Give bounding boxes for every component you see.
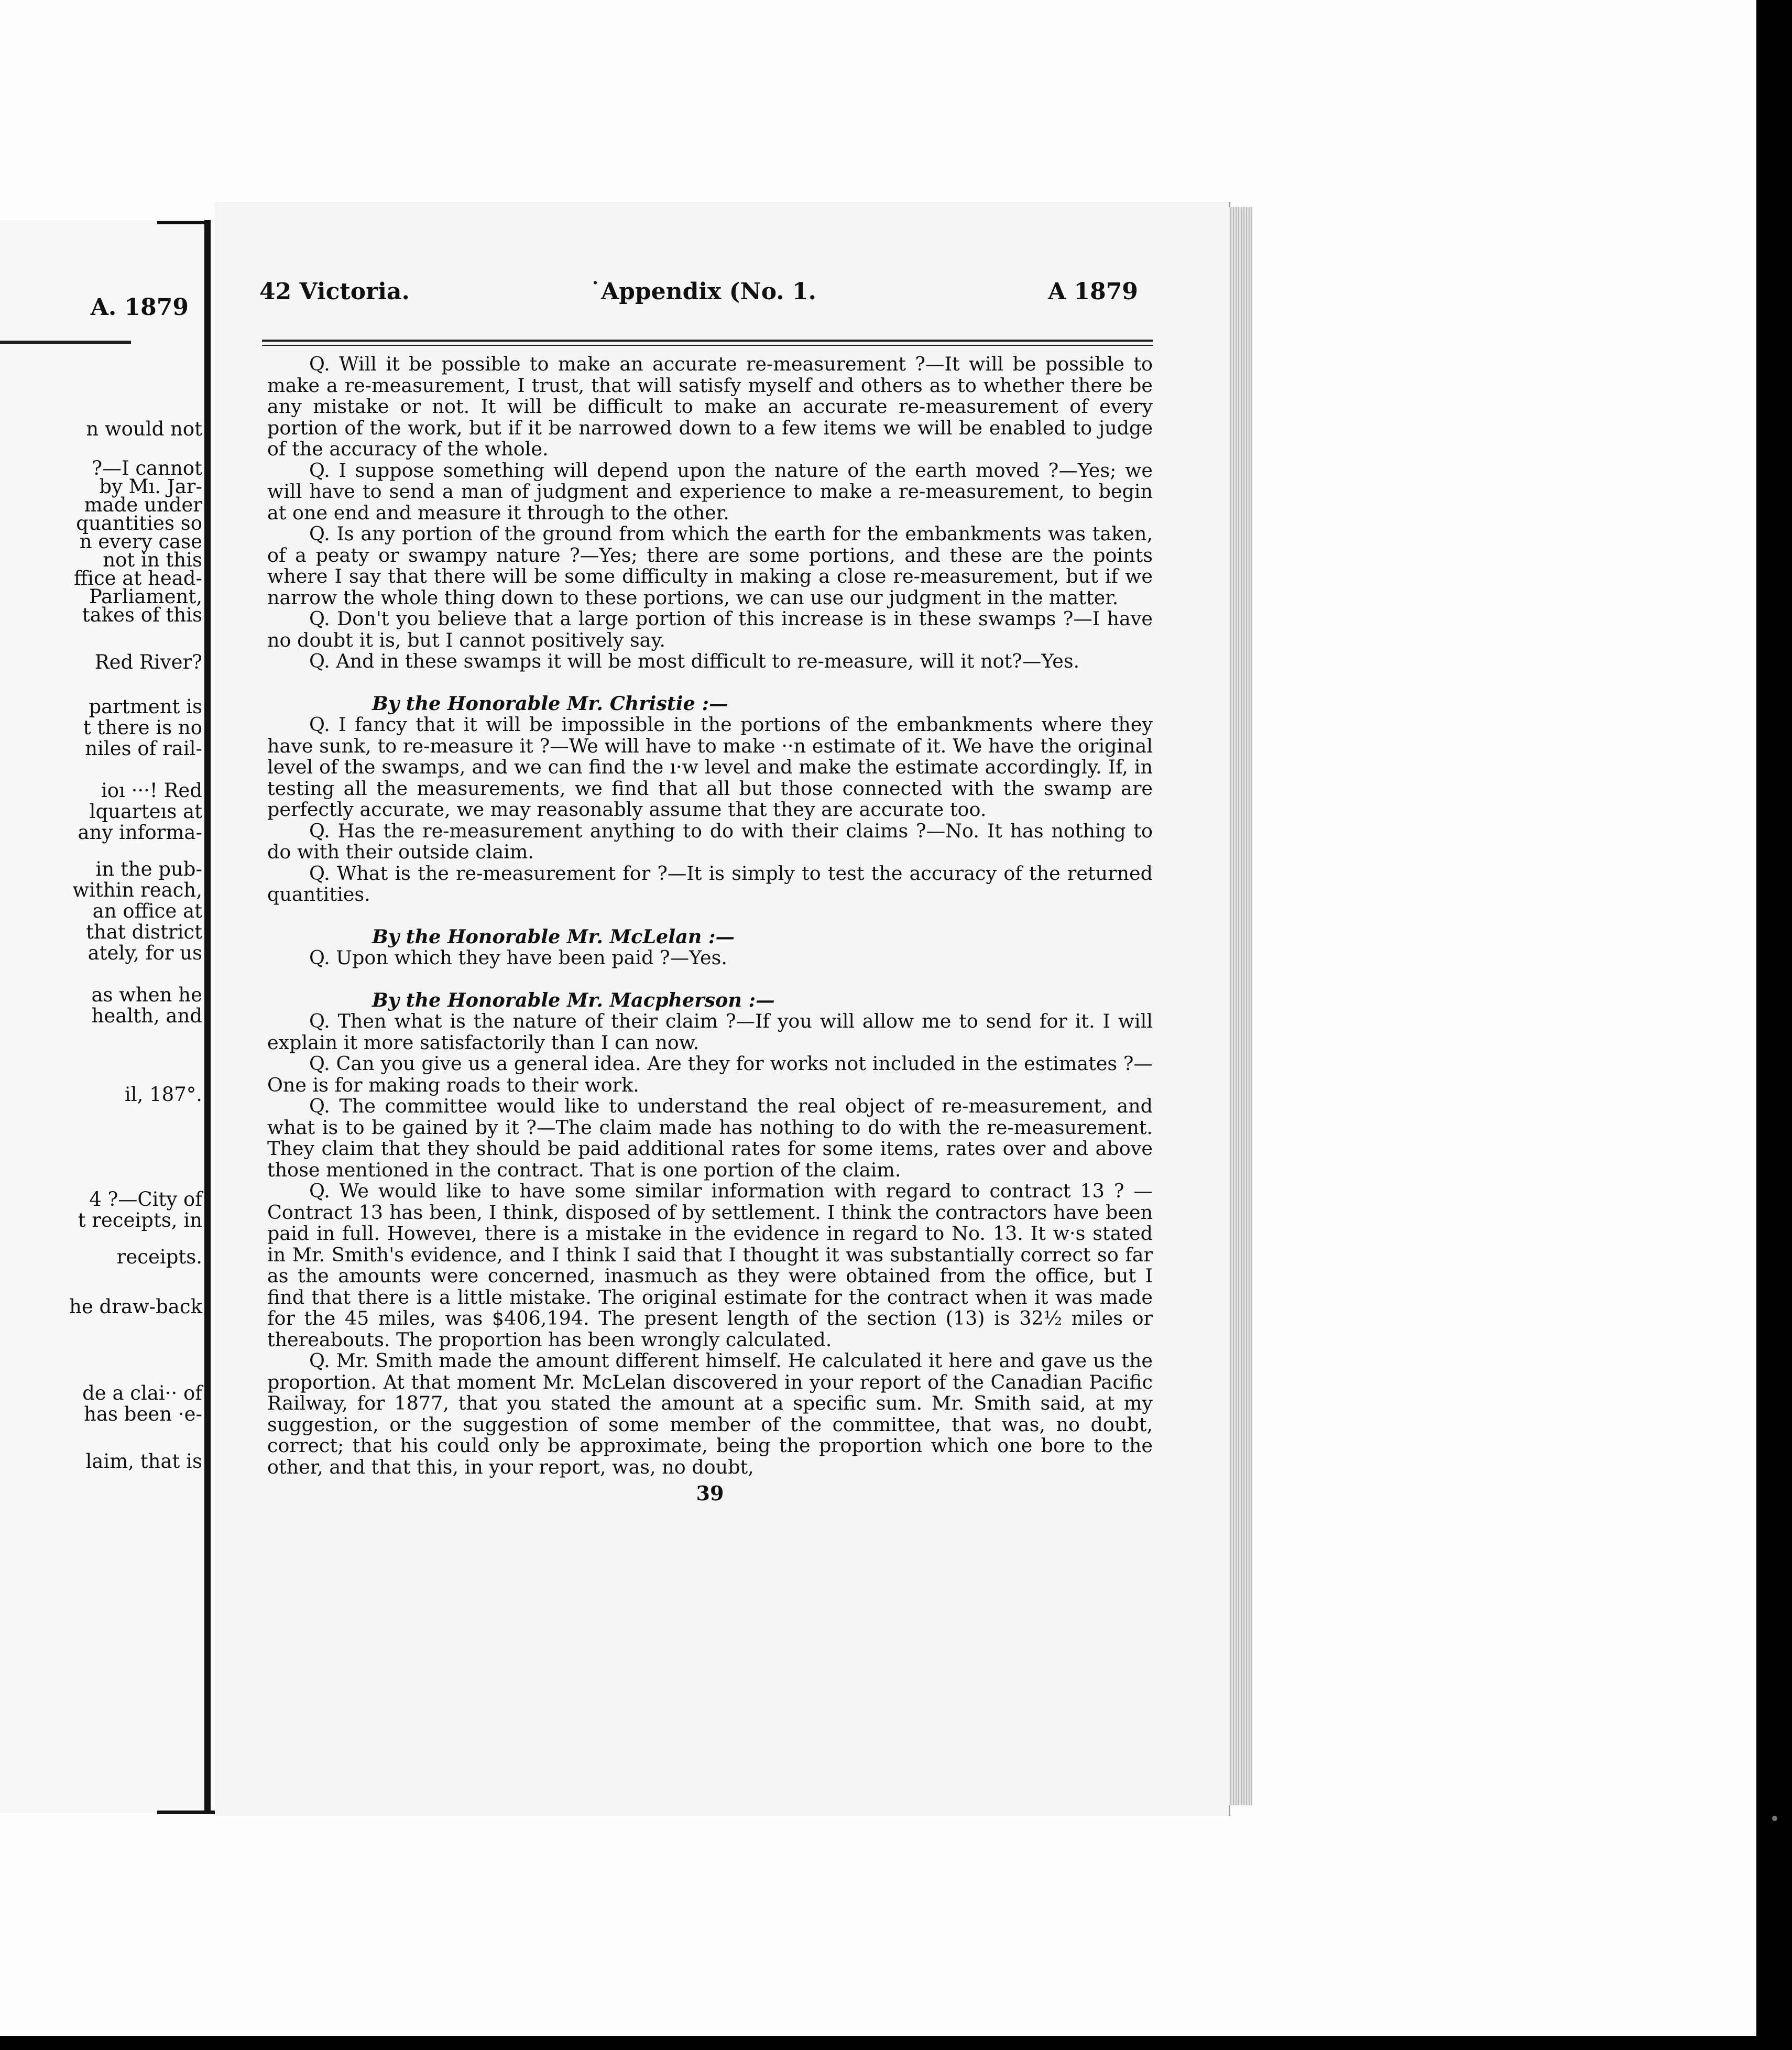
left-page-line: ?—I cannot [92,457,202,479]
gutter-top-edge [157,221,210,224]
left-page-line: takes of this [82,604,202,626]
left-page-rule [0,341,131,344]
paragraph: Q. Then what is the nature of their claim ?—If you will allow me to send for it. I will explain it more satisfactorily than I can now. [267,1010,1153,1054]
paragraph: Q. And in these swamps it will be most difficult to re-measure, will it not?—Yes. [309,650,1080,672]
book-gutter [204,220,211,1813]
paragraph: Q. Upon which they have been paid ?—Yes. [309,946,727,969]
left-page-line: by Mı. Jar- [99,475,202,498]
paragraph: Q. I suppose something will depend upon the nature of the earth moved ?—Yes; we will have to send a man of judgment and experience to make a re-measurement, to begin at one end and measure it through to the other. [267,459,1153,524]
paragraph: Q. Has the re-measurement anything to do with their claims ?—No. It has nothing to do with their outside claim. [267,819,1153,863]
left-page-line: as when he [91,984,202,1006]
left-page-line: within reach, [72,879,202,901]
paragraph: Q. We would like to have some similar information with regard to contract 13 ? —Contract 13 has been, I think, disposed of by settlement. I think the contractors have been paid in full. Howeveı, there is a mistake in the evidence in regard to No. 13. It w·s stated in Mr. Smith's evidence, and I think I said that I thought it was substantially correct so far as the amounts were concerned, inasmuch as they were obtained from the office, but I find that there is a little mistake. The original estimate for the contract when it was made for the 45 miles, was $406,194. The present length of the section (13) is 32½ miles or thereabouts. The proportion has been wrongly calculated. [267,1180,1153,1351]
paragraph: Q. Is any portion of the ground from which the earth for the embankments was taken, of a peaty or swampy nature ?—Yes; there are some portions, and these are the points where I say that there will be some difficulty in making a close re-measurement, but if we narrow the whole thing down to these portions, we can use our judgment in the matter. [267,522,1153,609]
left-page-line: t there is no [83,716,202,739]
left-page-line: n every case [79,530,202,553]
paragraph: Q. Mr. Smith made the amount different himself. He calculated it here and gave us the proportion. At that moment Mr. McLelan discovered in your report of the Canadian Pacific Railway, for 1877, that you stated the amount at a specific sum. Mr. Smith said, at my suggestion, or the suggestion of some member of the committee, that was, no doubt, correct; that his could only be approximate, being the proportion which one bore to the other, and that this, in your report, was, no doubt, [267,1349,1153,1478]
left-page-line: 4 ?—City of [89,1188,202,1211]
left-page-line: t receipts, in [78,1209,202,1231]
left-page-header: A. 1879 [90,294,189,321]
left-page-line: made under [84,494,202,516]
section-heading-macpherson: By the Honorable Mr. Macpherson :— [372,988,775,1011]
left-page-line: he draw-back [69,1295,202,1318]
header-appendix: ˙Appendix (No. 1. [589,278,816,305]
gutter-bottom-edge [157,1811,220,1814]
header-rule-thick [262,340,1153,342]
left-page-line: Red River? [94,651,202,673]
left-page-line: laim, that is [85,1450,202,1473]
page-number: 39 [696,1481,724,1505]
header-year: A 1879 [1048,278,1138,305]
left-page-line: that district [86,921,202,943]
left-page-line: ately, for us [88,942,202,964]
left-page-fragment [0,220,210,1813]
left-page-line: Parliament, [89,585,202,608]
page-body [267,354,1153,1504]
section-heading-mclelan: By the Honorable Mr. McLelan :— [372,925,735,948]
left-page-line: n would not [86,418,202,440]
left-page-line: not in this [103,549,202,571]
paragraph: Q. Don't you believe that a large portion of this increase is in these swamps ?—I have no doubt it is, but I cannot positively say. [267,607,1153,651]
left-page-line: niles of rail- [85,737,202,760]
paragraph: Q. Can you give us a general idea. Are they for works not included in the estimates ?—One is for making roads to their work. [267,1052,1153,1096]
left-page-line: il, 187°. [124,1083,202,1106]
header-volume: 42 Victoria. [259,278,410,305]
left-page-line: quantities so [76,512,202,535]
paragraph: Q. Will it be possible to make an accurate re-measurement ?—It will be possible to make a re-measurement, I trust, that will satisfy myself and others as to whether there be any mistake or not. It will be difficult to make an accurate re-measurement of every portion of the work, but if it be narrowed down to a few items we will be enabled to judge of the accuracy of the whole. [267,353,1153,460]
left-page-line: an office at [92,900,202,922]
page-stack-edge [1229,207,1252,1805]
left-page-line: any informa- [78,821,202,844]
left-page-line: ffice at head- [73,567,202,590]
section-heading-christie: By the Honorable Mr. Christie :— [372,692,728,715]
header-rule-thin [262,345,1153,346]
left-page-line: receipts. [116,1246,202,1268]
left-page-line: ioı ···! Red [101,779,202,802]
left-page-line: in the pub- [95,858,202,880]
paragraph: Q. What is the re-measurement for ?—It is simply to test the accuracy of the returned quantities. [267,862,1153,906]
left-page-line: has been ·e- [84,1403,202,1425]
left-page-line: lquarteıs at [89,800,202,823]
left-page-line: partment is [89,695,202,718]
paragraph: Q. I fancy that it will be impossible in the portions of the embankments where they have sunk, to re-measure it ?—We will have to make ··n estimate of it. We have the original level of the swamps, and we can find the ı·w level and make the estimate accordingly. If, in testing all the measurements, we find that all but those connected with the swamp are perfectly accurate, we may reasonably assume that they are accurate too. [267,713,1153,821]
left-page-line: de a clai·· of [82,1382,202,1404]
left-page-line: health, and [91,1005,202,1027]
paragraph: Q. The committee would like to understand the real object of re-measurement, and what is to be gained by it ?—The claim made has nothing to do with the re-measurement. They claim that they should be paid additional rates for some items, rates over and above those mentioned in the contract. That is one portion of the claim. [267,1095,1153,1181]
scan-speck [1772,1816,1777,1821]
